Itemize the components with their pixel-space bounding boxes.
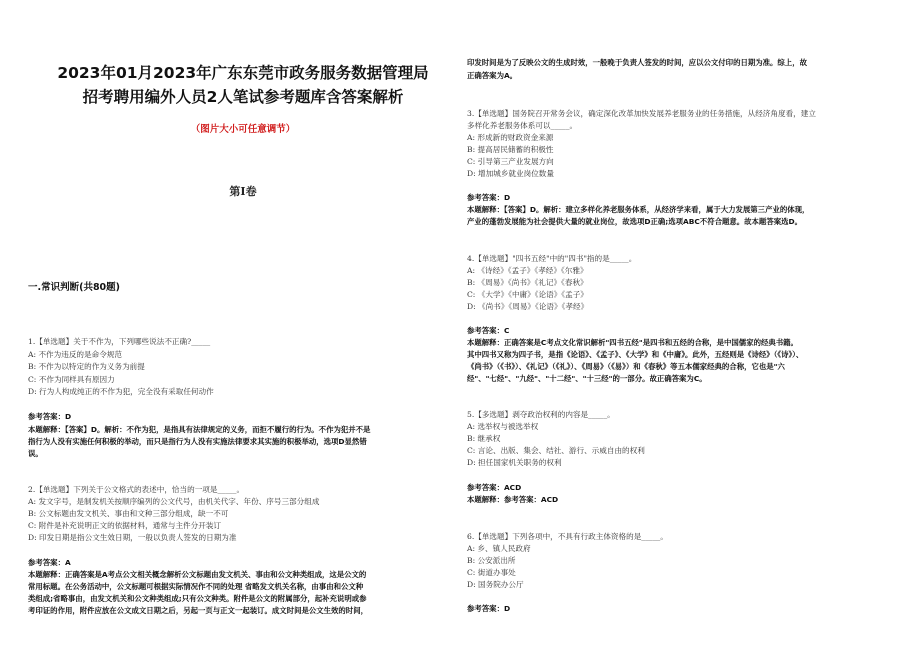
question-1-option-c: C: 不作为同样具有原因力 <box>28 375 115 384</box>
question-1-answer: 参考答案：D <box>28 412 72 421</box>
question-2-explanation-line: 类组成;省略事由，由发文机关和公文种类组成;只有公文种类。附件是公文的附属部分，起补充说明或参 <box>28 594 367 603</box>
question-2-answer: 参考答案：A <box>28 558 71 567</box>
question-2-stem: 2.【单选题】下列关于公文格式的表述中，恰当的一项是_____。 <box>28 485 245 494</box>
doc-title-line-2: 招考聘用编外人员2人笔试参考题库含答案解析 <box>82 88 404 106</box>
question-5-option-c: C: 言论、出版、集会、结社、游行、示威自由的权利 <box>467 446 645 455</box>
question-3-stem: 3.【单选题】国务院召开常务会议，确定深化改革加快发展养老服务业的任务措施，从经济角度看，建立 <box>467 109 816 118</box>
question-2-explanation-line: 考印证的作用，附件应放在公文成文日期之后，另起一页与正文一起装订。成文时间是公文生效的时间， <box>28 606 368 615</box>
question-6-option-d: D: 国务院办公厅 <box>467 580 524 589</box>
question-3-explanation-line: 本题解释：【答案】D。解析：建立多样化养老服务体系，从经济学来看，属于大力发展第三产业的体现， <box>467 205 810 214</box>
question-6-option-b: B: 公安派出所 <box>467 556 516 565</box>
question-1-explanation-line: 指行为人没有实施任何积极的举动，而只是指行为人没有实施法律要求其实施的积极举动，选项D显然错 <box>28 437 367 446</box>
question-2-explanation-line: 常用标题。在公务活动中，公文标题可根据实际情况作不同的处理 省略发文机关名称，由事由和公文种 <box>28 582 364 591</box>
question-3-option-b: B: 提高居民储蓄的积极性 <box>467 145 554 154</box>
question-2-option-b: B: 公文标题由发文机关、事由和文种三部分组成，缺一不可 <box>28 509 229 518</box>
doc-subtitle: （图片大小可任意调节） <box>190 124 296 135</box>
question-6-option-c: C: 街道办事处 <box>467 568 516 577</box>
question-4-option-a: A: 《诗经》《孟子》《孝经》《尔雅》 <box>467 266 588 275</box>
question-4-option-c: C: 《大学》《中庸》《论语》《孟子》 <box>467 290 588 299</box>
question-3-option-c: C: 引导第三产业发展方向 <box>467 157 554 166</box>
question-4-answer: 参考答案：C <box>467 326 510 335</box>
question-2-option-a: A: 发文字号，是制发机关按顺序编列的公文代号，由机关代字、年份、序号三部分组成 <box>28 497 320 506</box>
question-5-explanation-line: 本题解释：参考答案：ACD <box>467 495 559 504</box>
question-3-answer: 参考答案：D <box>467 193 511 202</box>
question-4-stem: 4.【单选题】"四书五经"中的"四书"指的是_____。 <box>467 254 637 263</box>
question-1-option-a: A: 不作为违反的是命令规范 <box>28 350 122 359</box>
doc-title-line-1: 2023年01月2023年广东东莞市政务服务数据管理局 <box>57 64 429 82</box>
question-4-explanation-line: 经"、"七经"、"九经"、"十二经"、"十三经"的一部分。故正确答案为C。 <box>467 374 707 383</box>
question-2-explanation-cont: 印发时间是为了反映公文的生成时效，一般晚于负责人签发的时间，应以公文付印的日期为准。综上，故 <box>467 58 807 67</box>
question-2-option-c: C: 附件是补充说明正文的依据材料，通常与主件分开装订 <box>28 521 222 530</box>
question-3-option-a: A: 形成新的财政资金来源 <box>467 133 554 142</box>
question-5-option-d: D: 担任国家机关职务的权利 <box>467 458 562 467</box>
question-5-option-b: B: 继承权 <box>467 434 501 443</box>
question-4-explanation-line: 本题解释：正确答案是C考点文化常识解析"四书五经"是四书和五经的合称，是中国儒家的经典书籍。 <box>467 338 798 347</box>
question-6-answer: 参考答案：D <box>467 604 511 613</box>
question-4-option-b: B: 《周易》《尚书》《礼记》《春秋》 <box>467 278 588 287</box>
question-4-option-d: D: 《尚书》《周易》《论语》《孝经》 <box>467 302 589 311</box>
question-2-explanation-cont: 正确答案为A。 <box>467 71 518 80</box>
question-6-stem: 6.【单选题】下列各项中，不具有行政主体资格的是_____。 <box>467 532 668 541</box>
question-4-explanation-line: 《尚书》（《书》）、《礼记》（《礼》）、《周易》（《易》）和《春秋》等五本儒家经典的合称，它也是"六 <box>467 362 785 371</box>
question-3-stem: 多样化养老服务体系可以_____。 <box>467 121 578 130</box>
question-1-option-d: D: 行为人构成纯正的不作为犯，完全没有采取任何动作 <box>28 387 214 396</box>
question-5-option-a: A: 选举权与被选举权 <box>467 422 539 431</box>
question-3-explanation-line: 产业的蓬勃发展能为社会提供大量的就业岗位，故选项D正确;选项ABC不符合题意。故本题答案选D。 <box>467 217 803 226</box>
question-5-stem: 5.【多选题】剥夺政治权利的内容是_____。 <box>467 410 615 419</box>
question-6-option-a: A: 乡、镇人民政府 <box>467 544 531 553</box>
question-2-explanation-line: 本题解释：正确答案是A考点公文相关概念解析公文标题由发文机关、事由和公文种类组成，这是公文的 <box>28 570 367 579</box>
question-1-explanation-line: 本题解释：【答案】D。解析：不作为犯，是指具有法律规定的义务，而拒不履行的行为。不作为犯并不是 <box>28 425 371 434</box>
question-1-option-b: B: 不作为以特定的作为义务为前提 <box>28 362 145 371</box>
question-1-stem: 1.【单选题】关于不作为，下列哪些说法不正确?_____ <box>28 337 211 346</box>
question-2-option-d: D: 印发日期是指公文生效日期，一般以负责人签发的日期为准 <box>28 533 237 542</box>
volume-heading: 第I卷 <box>229 185 257 198</box>
question-4-explanation-line: 其中四书又称为四子书，是指《论语》、《孟子》、《大学》和《中庸》。此外，五经则是《诗经》（《诗》）、 <box>467 350 804 359</box>
question-1-explanation-line: 误。 <box>28 449 43 458</box>
question-5-answer: 参考答案：ACD <box>467 483 522 492</box>
section-heading: 一.常识判断(共80题) <box>28 282 121 293</box>
question-3-option-d: D: 增加城乡就业岗位数量 <box>467 169 554 178</box>
